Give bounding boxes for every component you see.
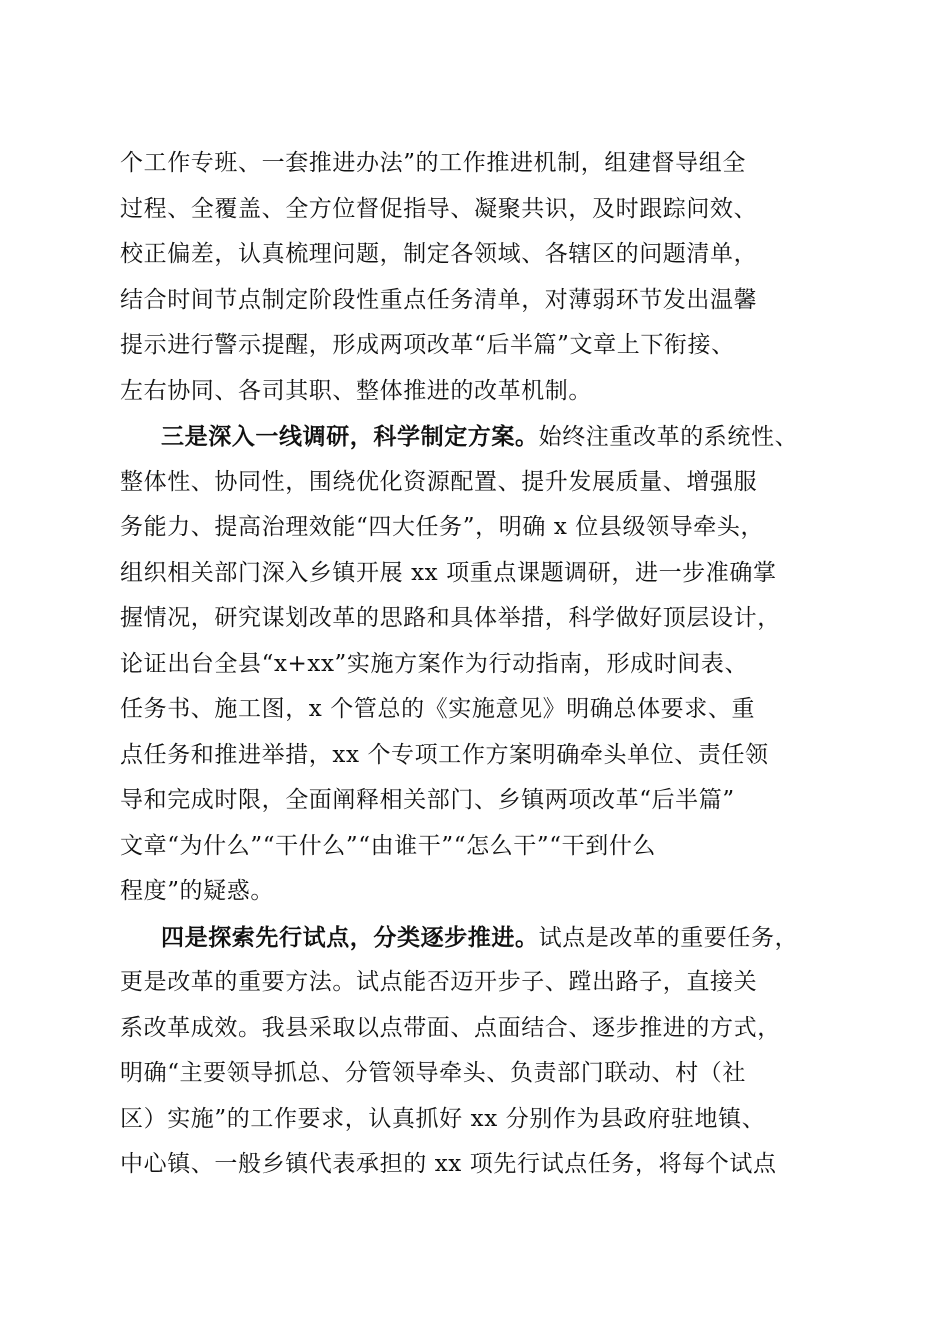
text-line: 过程、全覆盖、全方位督促指导、凝聚共识，及时跟踪问效、 xyxy=(120,195,758,222)
text-line: 提示进行警示提醒，形成两项改革“后半篇”文章上下衔接、 xyxy=(120,332,735,358)
body-text xyxy=(120,141,840,1188)
text-line: 左右协同、各司其职、整体推进的改革机制。 xyxy=(120,377,592,404)
paragraph-lead-heading: 三是深入一线调研，科学制定方案。 xyxy=(161,423,539,450)
paragraph-1 xyxy=(120,141,840,414)
text-line: 导和完成时限，全面阐释相关部门、乡镇两项改革“后半篇” xyxy=(120,787,735,813)
text-line: 中心镇、一般乡镇代表承担的 xx 项先行试点任务，将每个试点 xyxy=(120,1151,777,1177)
text-line: 整体性、协同性，围绕优化资源配置、提升发展质量、增强服 xyxy=(120,468,758,495)
text-line: 更是改革的重要方法。试点能否迈开步子、蹚出路子，直接关 xyxy=(120,969,758,995)
text-line: 区）实施”的工作要求，认真抓好 xx 分别作为县政府驻地镇、 xyxy=(120,1105,766,1132)
paragraph-lead-heading: 四是探索先行试点，分类逐步推进。 xyxy=(161,923,539,951)
text-line: 个工作专班、一套推进办法”的工作推进机制，组建督导组全 xyxy=(120,150,746,176)
paragraph-first-line xyxy=(120,414,840,460)
text-line-rest: 始终注重改革的系统性、 xyxy=(538,424,799,450)
text-line: 任务书、施工图，x 个管总的《实施意见》明确总体要求、重 xyxy=(120,696,756,722)
text-line: 程度”的疑惑。 xyxy=(120,878,274,904)
paragraph-3 xyxy=(120,915,840,1188)
text-line-rest: 试点是改革的重要任务， xyxy=(538,924,799,951)
text-line: 论证出台全县“x+xx”实施方案作为行动指南，形成时间表、 xyxy=(120,650,749,677)
text-line: 组织相关部门深入乡镇开展 xx 项重点课题调研，进一步准确掌 xyxy=(120,559,777,586)
text-line: 系改革成效。我县采取以点带面、点面结合、逐步推进的方式， xyxy=(120,1014,781,1041)
text-line: 结合时间节点制定阶段性重点任务清单，对薄弱环节发出温馨 xyxy=(120,286,758,313)
text-line: 点任务和推进举措，xx 个专项工作方案明确牵头单位、责任领 xyxy=(120,741,769,768)
text-line: 校正偏差，认真梳理问题，制定各领域、各辖区的问题清单， xyxy=(120,241,758,267)
text-line: 明确“主要领导抓总、分管领导牵头、负责部门联动、村（社 xyxy=(120,1060,746,1086)
text-line: 文章“为什么”“干什么”“由谁干”“怎么干”“干到什么 xyxy=(120,832,657,859)
paragraph-first-line xyxy=(120,915,840,961)
text-line: 握情况，研究谋划改革的思路和具体举措，科学做好顶层设计， xyxy=(120,605,781,631)
paragraph-2 xyxy=(120,414,840,915)
text-line: 务能力、提高治理效能“四大任务”，明确 x 位县级领导牵头， xyxy=(120,514,765,540)
